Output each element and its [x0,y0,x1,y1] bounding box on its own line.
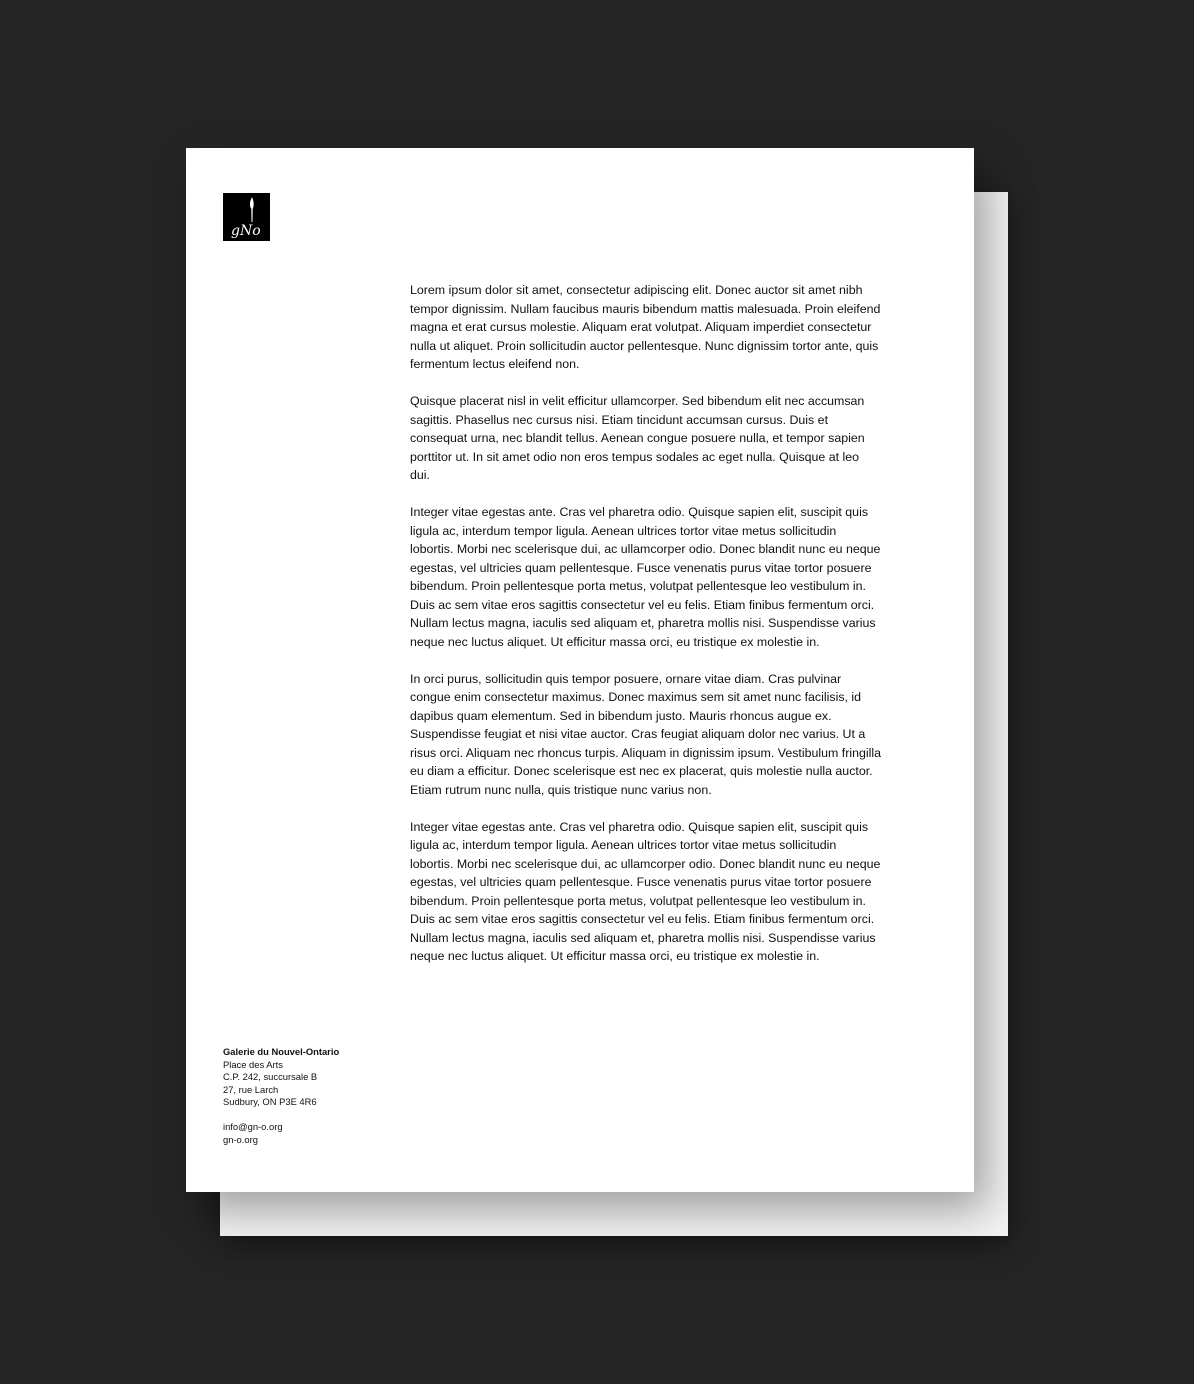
organization-name: Galerie du Nouvel-Ontario [223,1046,340,1057]
address-line-1: Place des Arts [223,1058,283,1070]
email-address: info@gn-o.org [223,1120,283,1132]
address-line-2: C.P. 242, succursale B [223,1071,318,1083]
address-spacer [223,1109,423,1121]
letterhead-page [186,148,974,1192]
logo-text: gNo [231,223,261,239]
paragraph-3: Integer vitae egestas ante. Cras vel pharetra odio. Quisque sapien elit, suscipit quis ligula ac, interdum tempor ligula. Aenean ultrices tortor vitae metus sollicitudin lobortis. Morbi nec scelerisque dui, ac ullamcorper odio. Donec blandit nunc eu neque egestas, vel ultricies quam pellentesque. Fusce venenatis purus vitae tortor posuere bibendum. Proin pellentesque porta metus, volutpat pellentesque leo vestibulum in. Duis ac sem vitae eros sagittis consectetur vel eu felis. Etiam finibus fermentum orci. Nullam lectus magna, iaculis sed aliquam et, pharetra mollis nisi. Suspendisse varius neque nec luctus aliquet. Ut efficitur massa orci, eu tristique ex molestie in. [410,505,881,649]
gno-logo-mark [223,193,270,241]
paragraph-4: In orci purus, sollicitudin quis tempor posuere, ornare vitae diam. Cras pulvinar congue enim consectetur maximus. Donec maximus sem sit amet nunc facilisis, id dapibus quam elementum. Sed in bibendum justo. Mauris rhoncus augue ex. Suspendisse feugiat et nisi vitae auctor. Cras feugiat aliquam dolor nec varius. Ut a risus orci. Aliquam nec rhoncus turpis. Aliquam in dignissim ipsum. Vestibulum fringilla eu diam a efficitur. Donec scelerisque est nec ex placerat, quis molestie nulla auctor. Etiam rutrum nunc nulla, quis tristique nunc varius non. [410,671,882,797]
address-line-4: Sudbury, ON P3E 4R6 [223,1096,317,1108]
gno-logo [223,193,270,241]
website-address: gn-o.org [223,1133,258,1145]
letter-body [410,281,882,984]
paragraph-1: Lorem ipsum dolor sit amet, consectetur adipiscing elit. Donec auctor sit amet nibh tempor dignissim. Nullam faucibus mauris bibendum mattis malesuada. Proin eleifend magna et erat cursus molestie. Aliquam erat volutpat. Aliquam imperdiet consectetur nulla ut aliquet. Proin sollicitudin auctor pellentesque. Nunc dignissim tortor ante, quis fermentum lectus eleifend non. [410,283,881,371]
paragraph-5: Integer vitae egestas ante. Cras vel pharetra odio. Quisque sapien elit, suscipit quis ligula ac, interdum tempor ligula. Aenean ultrices tortor vitae metus sollicitudin lobortis. Morbi nec scelerisque dui, ac ullamcorper odio. Donec blandit nunc eu neque egestas, vel ultricies quam pellentesque. Fusce venenatis purus vitae tortor posuere bibendum. Proin pellentesque porta metus, volutpat pellentesque leo vestibulum in. Duis ac sem vitae eros sagittis consectetur vel eu felis. Etiam finibus fermentum orci. Nullam lectus magna, iaculis sed aliquam et, pharetra mollis nisi. Suspendisse varius neque nec luctus aliquet. Ut efficitur massa orci, eu tristique ex molestie in. [410,819,881,963]
address-line-3: 27, rue Larch [223,1083,279,1095]
address-block [223,1046,423,1146]
paragraph-2: Quisque placerat nisl in velit efficitur ullamcorper. Sed bibendum elit nec accumsan sagittis. Phasellus nec cursus nisi. Etiam tincidunt accumsan cursus. Duis et consequat urna, nec blandit tellus. Aenean congue posuere nulla, et tempor sapien porttitor ut. In sit amet odio non eros tempus sodales ac eget nulla. Quisque at leo dui. [410,394,865,482]
